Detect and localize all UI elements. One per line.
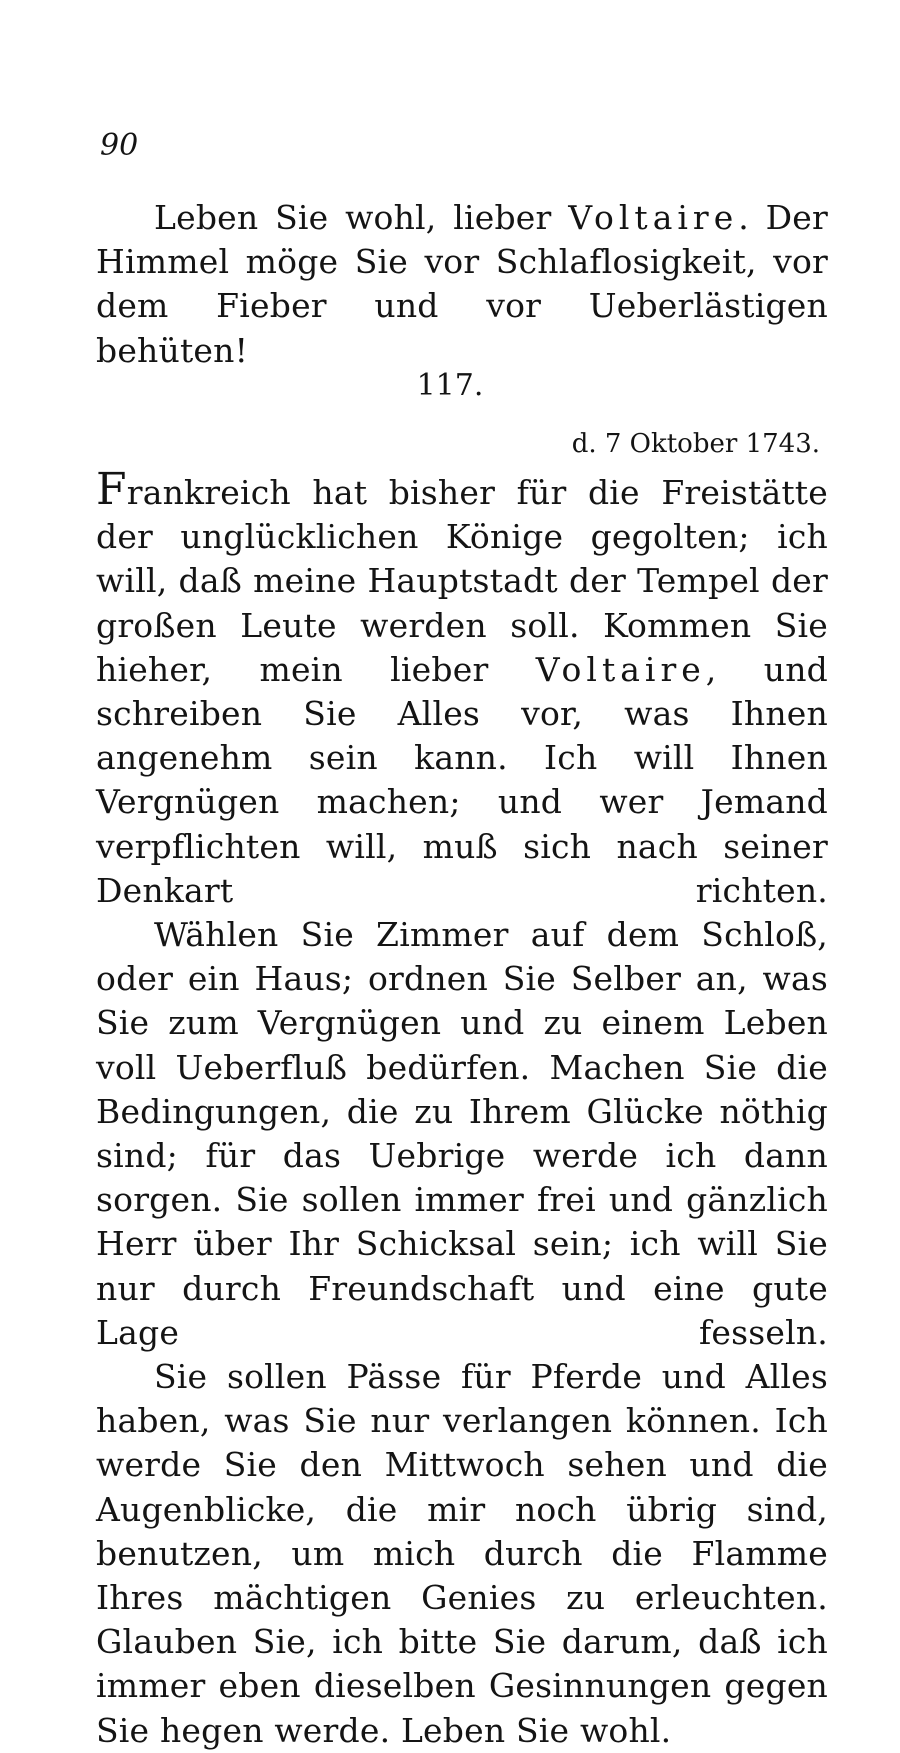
previous-letter-closing	[96, 196, 828, 373]
paragraph-1	[96, 464, 828, 913]
addressee-name: Voltaire	[568, 198, 739, 237]
letter-number: 117.	[416, 368, 484, 403]
paragraph-3: Sie sollen Pässe für Pferde und Alles haben, was Sie nur verlangen können. Ich werde Sie den Mittwoch sehen und die Augenblicke, die mir noch übrig sind, benutzen, um mich durch die Flamme Ihres mächtigen Genies zu erleuchten. Glauben Sie, ich bitte Sie darum, daß ich immer eben dieselben Gesinnungen gegen Sie hegen werde. Leben Sie wohl.	[96, 1357, 828, 1750]
initial-letter: F	[96, 464, 127, 515]
paragraph-2: Wählen Sie Zimmer auf dem Schloß, oder ein Haus; ordnen Sie Selber an, was Sie zum Vergnügen und zu einem Leben voll Ueberfluß bedürfen. Machen Sie die Bedingungen, die zu Ihrem Glücke nöthig sind; für das Uebrige werde ich dann sorgen. Sie sollen immer frei und gänzlich Herr über Ihr Schicksal sein; ich will Sie nur durch Freundschaft und eine gute Lage fesseln.	[96, 915, 828, 1352]
closing-paragraph	[96, 196, 828, 373]
paragraph-1-end: , und schreiben Sie Alles vor, was Ihnen angenehm sein kann. Ich will Ihnen Vergnügen machen; und wer Jemand verpflichten will, muß sich nach seiner Denkart richten.	[96, 649, 828, 910]
page-number: 90	[100, 128, 139, 163]
letter-date: d. 7 Oktober 1743.	[571, 429, 820, 459]
closing-text-start: Leben Sie wohl, lieber	[154, 198, 569, 237]
paragraph-1-start: rankreich hat bisher für die Freistätte der unglücklichen Könige gegolten; ich will, daß meine Hauptstadt der Tempel der großen Leute werden soll. Kommen Sie hieher, mein lieber	[96, 473, 828, 689]
addressee-name: Voltaire	[535, 649, 706, 689]
letter-body	[96, 464, 828, 1753]
closing-text-end: . Der Himmel möge Sie vor Schlaflosigkeit, vor dem Fieber und vor Ueberlästigen behüten!	[96, 198, 829, 370]
